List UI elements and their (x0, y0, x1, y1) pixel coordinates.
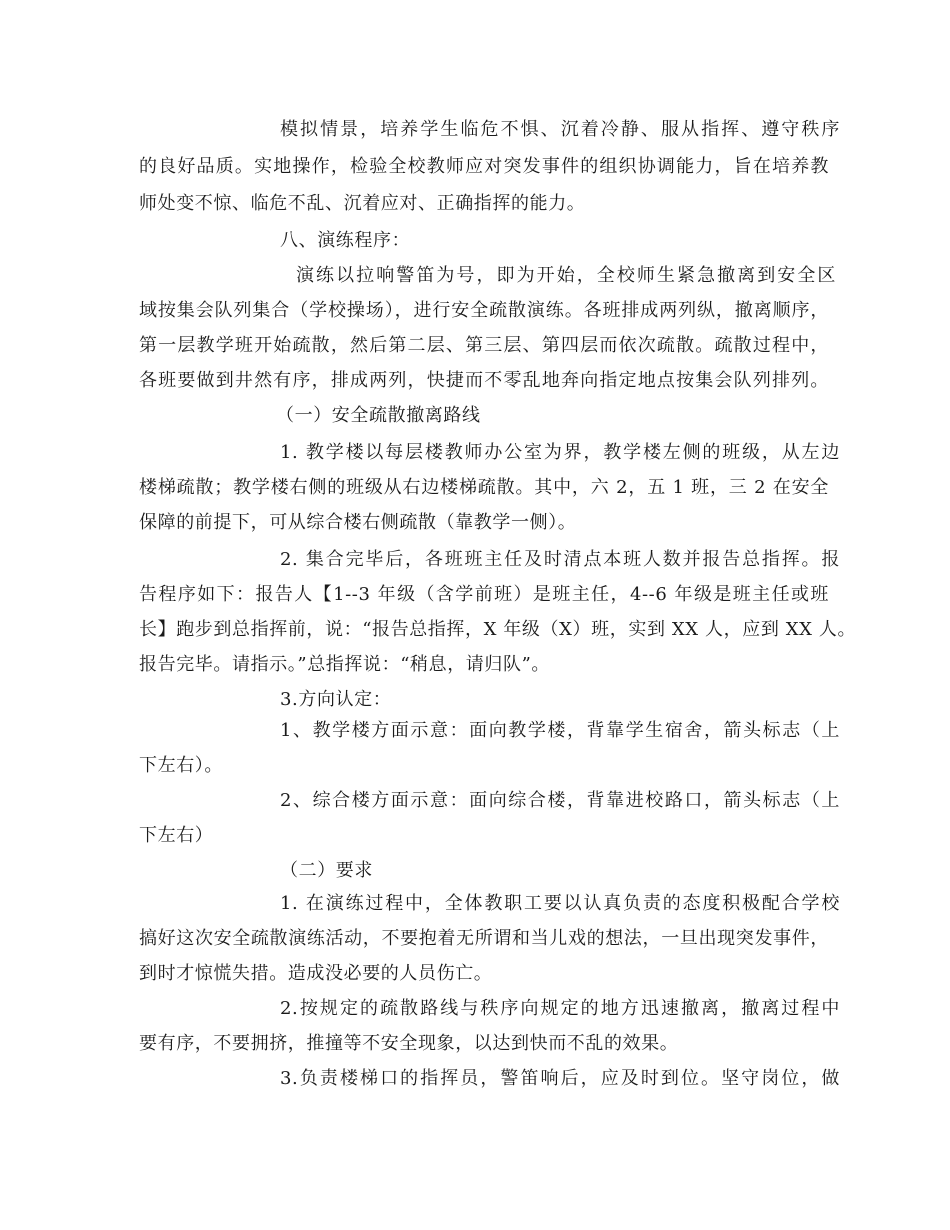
paragraph-line: 下左右）。 (139, 755, 223, 776)
subsection-heading: （二）要求 (280, 860, 373, 881)
paragraph-line: 模拟情景，培养学生临危不惧、沉着冷静、服从指挥、遵守秩序 (280, 119, 840, 140)
paragraph-line: 搞好这次安全疏散演练活动，不要抱着无所谓和当儿戏的想法，一旦出现突发事件， (139, 928, 829, 949)
paragraph-line: 2、综合楼方面示意：面向综合楼，背靠进校路口，箭头标志（上 (280, 790, 840, 811)
paragraph-line: 演练以拉响警笛为号，即为开始，全校师生紧急撤离到安全区 (296, 265, 836, 286)
paragraph-line: 各班要做到井然有序，排成两列，快捷而不零乱地奔向指定地点按集会队列排列。 (139, 370, 829, 391)
paragraph-line: 第一层教学班开始疏散，然后第二层、第三层、第四层而依次疏散。疏散过程中， (139, 335, 829, 356)
paragraph-line: 报告完毕。请指示。”总指挥说：“稍息，请归队”。 (139, 654, 551, 675)
section-heading: 八、演练程序： (280, 230, 411, 251)
paragraph-line: 1、教学楼方面示意：面向教学楼，背靠学生宿舍，箭头标志（上 (280, 720, 840, 741)
paragraph-line: 要有序，不要拥挤，推撞等不安全现象，以达到快而不乱的效果。 (139, 1033, 679, 1054)
paragraph-line: 师处变不惊、临危不乱、沉着应对、正确指挥的能力。 (139, 193, 586, 214)
paragraph-line: 的良好品质。实地操作，检验全校教师应对突发事件的组织协调能力，旨在培养教 (139, 156, 829, 177)
paragraph-line: 2.按规定的疏散路线与秩序向规定的地方迅速撤离，撤离过程中 (280, 998, 840, 1019)
paragraph-line: 到时才惊慌失措。造成没必要的人员伤亡。 (139, 963, 493, 984)
paragraph-line: 保障的前提下，可从综合楼右侧疏散（靠教学一侧）。 (139, 512, 577, 533)
paragraph-line: 1. 在演练过程中，全体教职工要以认真负责的态度积极配合学校 (280, 893, 840, 914)
subsection-heading: 3.方向认定： (280, 689, 392, 710)
paragraph-line: 域按集会队列集合（学校操场），进行安全疏散演练。各班排成两列纵，撤离顺序， (139, 300, 829, 321)
paragraph-line: 楼梯疏散；教学楼右侧的班级从右边楼梯疏散。其中，六 2，五 1 班，三 2 在安全 (139, 477, 829, 498)
paragraph-line: 长】跑步到总指挥前，说：“报告总指挥，X 年级（X）班，实到 XX 人，应到 XX 人。 (139, 619, 857, 640)
paragraph-line: 3.负责楼梯口的指挥员，警笛响后，应及时到位。坚守岗位，做 (280, 1068, 840, 1089)
paragraph-line: 2. 集合完毕后，各班班主任及时清点本班人数并报告总指挥。报 (280, 549, 840, 570)
paragraph-line: 下左右） (139, 825, 214, 846)
paragraph-line: 告程序如下：报告人【1--3 年级（含学前班）是班主任，4--6 年级是班主任或班 (139, 584, 829, 605)
subsection-heading: （一）安全疏散撤离路线 (276, 405, 481, 426)
paragraph-line: 1. 教学楼以每层楼教师办公室为界，教学楼左侧的班级，从左边 (280, 442, 840, 463)
